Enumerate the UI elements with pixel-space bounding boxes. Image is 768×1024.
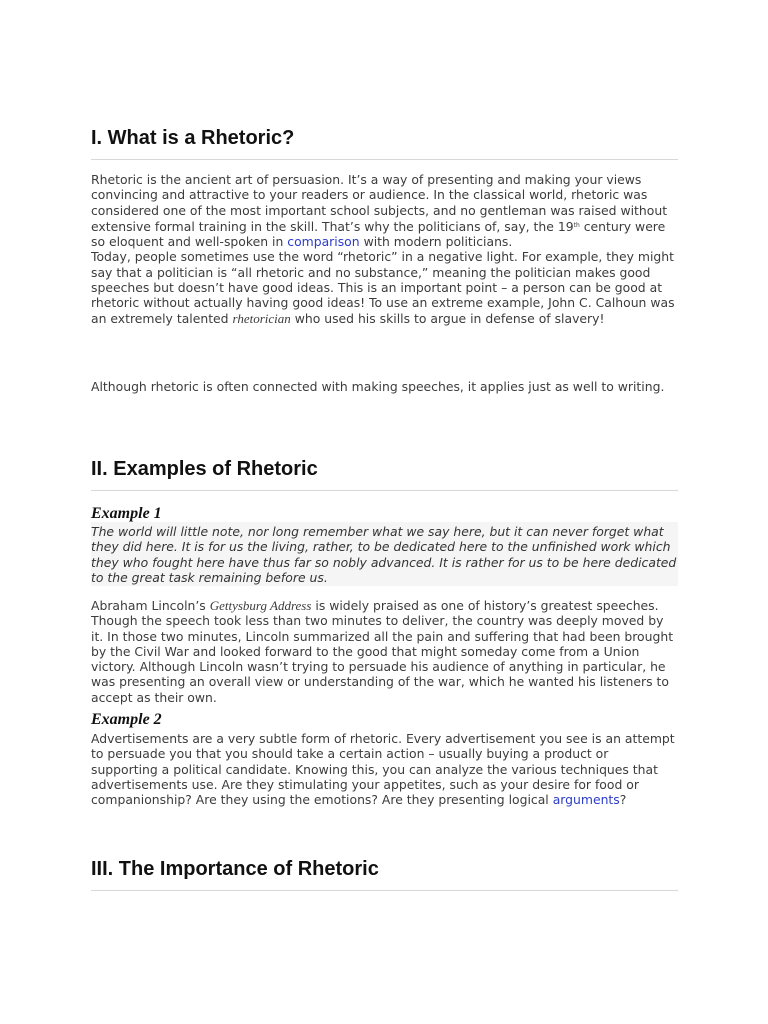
- section-heading-what-is-rhetoric: I. What is a Rhetoric?: [91, 126, 678, 160]
- text-run: Rhetoric is the ancient art of persuasion. It’s a way of presenting and making your views convincing and attractive to your readers or audience. In the classical world, rhetoric was considered one of the most important school subjects, and no gentleman was raised without extensive formal training in the skill. That’s why the politicians of, say, the 19: [91, 172, 668, 234]
- example-1-title: Example 1: [91, 505, 162, 522]
- section-heading-examples: II. Examples of Rhetoric: [91, 457, 678, 491]
- quote-block: [91, 522, 678, 586]
- paragraph-lincoln: [91, 598, 678, 705]
- text-run: who used his skills to argue in defense of slavery!: [290, 310, 605, 326]
- text-run: century were so eloquent and well-spoken in: [91, 218, 666, 250]
- example-2-title: Example 2: [91, 711, 162, 728]
- paragraph-advertisements: [91, 731, 678, 807]
- comparison-link[interactable]: comparison: [287, 234, 360, 250]
- text-run: is widely praised as one of history’s greatest speeches. Though the speech took less than two minutes to deliver, the country was deeply moved by it. In those two minutes, Lincoln summarized all the pain and suffering that had been brought by the Civil War and looked forward to the good that might someday come from a Union victory. Although Lincoln wasn’t trying to persuade his audience of anything in particular, he was presenting an overall view or understanding of the war, which he wanted his listeners to accept as their own.: [91, 598, 674, 705]
- superscript: th: [573, 221, 580, 229]
- text-run: Today, people sometimes use the word “rhetoric” in a negative light. For example, they might say that a politician is “all rhetoric and no substance,” meaning the politician makes good speeches but doesn’t have good ideas. This is an important point – a person can be good at rhetoric without actually having good ideas! To use an extreme example, John C. Calhoun was an extremely talented: [91, 249, 675, 326]
- paragraph-writing: Although rhetoric is often connected with making speeches, it applies just as well to writing.: [91, 379, 665, 394]
- text-run: ?: [619, 792, 627, 808]
- text-run: Advertisements are a very subtle form of rhetoric. Every advertisement you see is an attempt to persuade you that you should take a certain action – usually buying a product or supporting a political candidate. Knowing this, you can analyze the various techniques that advertisements use. Are they stimulating your appetites, such as your desire for food or companionship? Are they using the emotions? Are they presenting logical: [91, 731, 675, 808]
- gettysburg-quote: The world will little note, nor long remember what we say here, but it can never forget what they did here. It is for us the living, rather, to be dedicated here to the unfinished work which they who fought here have thus far so nobly advanced. It is rather for us to be here dedicated to the great task remaining before us.: [91, 524, 677, 585]
- paragraph-definition: [91, 172, 678, 326]
- text-run: Abraham Lincoln’s: [91, 598, 210, 613]
- emphasis-gettysburg-address: Gettysburg Address: [209, 598, 312, 613]
- emphasis-rhetorician: rhetorician: [232, 310, 291, 326]
- text-run: with modern politicians.: [359, 234, 513, 250]
- arguments-link[interactable]: arguments: [552, 792, 620, 808]
- section-heading-importance: III. The Importance of Rhetoric: [91, 857, 678, 891]
